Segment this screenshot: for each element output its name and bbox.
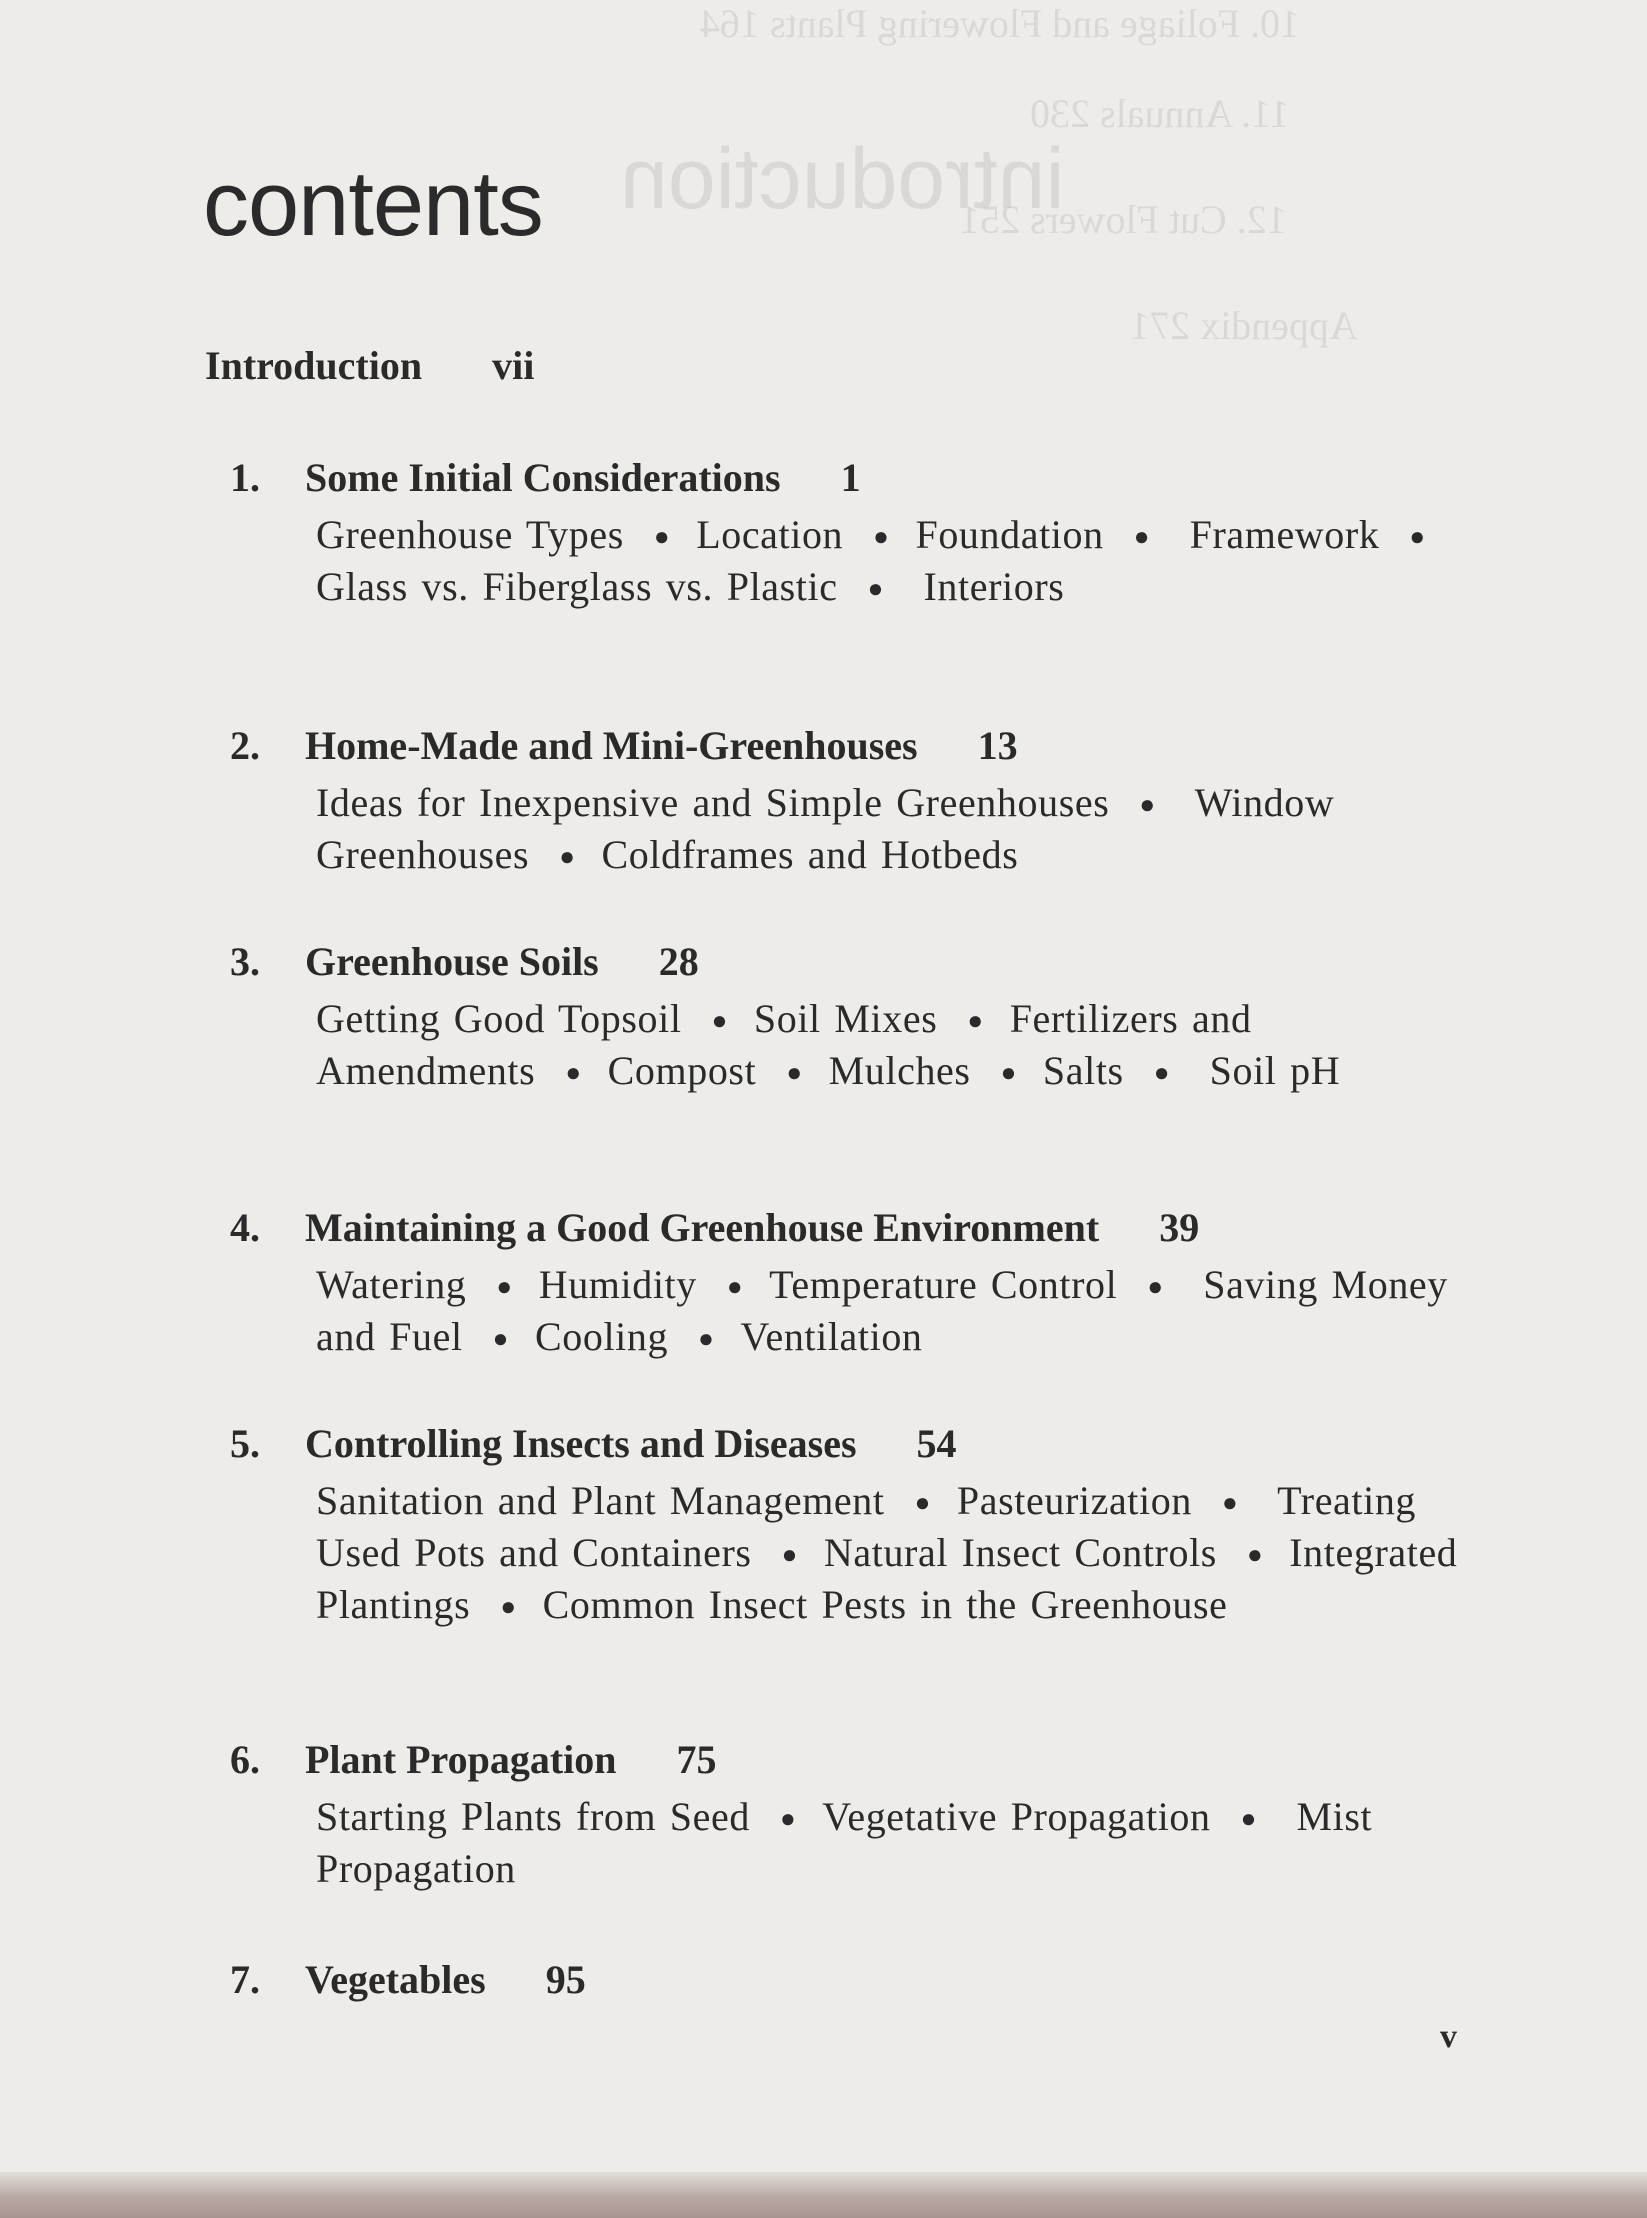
bullet-icon: ● xyxy=(496,1272,513,1301)
chapter-heading xyxy=(230,456,1460,500)
topic: Temperature Control xyxy=(769,1262,1118,1307)
topic: Mist Propagation xyxy=(316,1794,1373,1891)
topic: Integrated Plantings xyxy=(316,1530,1458,1627)
bullet-icon: ● xyxy=(492,1324,509,1353)
topic: Treating Used Pots and Containers xyxy=(316,1478,1417,1575)
topic: Getting Good Topsoil xyxy=(316,996,682,1041)
topic: Pasteurization xyxy=(956,1478,1192,1523)
chapter-title: Plant Propagation xyxy=(305,1737,617,1782)
chapter-title: Maintaining a Good Greenhouse Environment xyxy=(305,1205,1100,1250)
chapter-page-number: 13 xyxy=(977,723,1018,768)
topic: Cooling xyxy=(534,1314,669,1359)
topic: Common Insect Pests in the Greenhouse xyxy=(542,1582,1228,1627)
chapter-page-number: 95 xyxy=(545,1957,586,2002)
introduction-label: Introduction xyxy=(205,343,423,388)
topic: Greenhouse Types xyxy=(316,512,624,557)
bullet-icon: ● xyxy=(873,522,890,551)
bleed-through-text: introduction xyxy=(620,131,1065,227)
chapter-number: 7. xyxy=(230,1957,260,2002)
chapter-heading xyxy=(230,940,1460,984)
page-number-folio: v xyxy=(1440,2018,1457,2055)
bleed-through-text: Appendix 271 xyxy=(1130,303,1358,348)
bullet-icon: ● xyxy=(779,1804,797,1833)
bullet-icon: ● xyxy=(1139,790,1156,819)
chapter-topics xyxy=(316,1476,1460,1632)
chapter-topics xyxy=(316,1792,1460,1894)
chapter-number: 6. xyxy=(230,1737,260,1782)
bullet-icon: ● xyxy=(1000,1058,1017,1087)
bullet-icon: ● xyxy=(781,1540,798,1569)
chapter-heading xyxy=(230,1206,1460,1250)
topic: Saving Money and Fuel xyxy=(316,1262,1448,1359)
topic: Ideas for Inexpensive and Simple Greenhouses xyxy=(316,780,1110,825)
chapter-page-number: 28 xyxy=(658,939,699,984)
chapter-number: 5. xyxy=(230,1421,260,1466)
topic: Compost xyxy=(607,1048,757,1093)
chapter-heading xyxy=(230,1738,1460,1782)
bullet-icon: ● xyxy=(1153,1058,1171,1087)
bullet-icon: ● xyxy=(726,1272,744,1301)
topic: Foundation xyxy=(915,512,1104,557)
chapter-number: 3. xyxy=(230,939,260,984)
chapter-number: 4. xyxy=(230,1205,260,1250)
chapter-page-number: 54 xyxy=(916,1421,957,1466)
topic: Ventilation xyxy=(740,1314,923,1359)
chapter-entry-1 xyxy=(230,456,1460,614)
chapter-entry-2 xyxy=(230,724,1460,882)
chapter-number: 2. xyxy=(230,723,260,768)
page-title: contents xyxy=(203,153,543,255)
bullet-icon: ● xyxy=(914,1488,931,1517)
chapter-number: 1. xyxy=(230,455,260,500)
chapter-topics xyxy=(316,510,1460,614)
bullet-icon: ● xyxy=(967,1006,984,1035)
topic: Soil pH xyxy=(1209,1048,1341,1093)
introduction-page-number: vii xyxy=(492,343,535,388)
topic: Humidity xyxy=(538,1262,697,1307)
introduction-entry xyxy=(205,344,534,388)
topic: Vegetative Propagation xyxy=(822,1794,1211,1839)
chapter-title: Home-Made and Mini-Greenhouses xyxy=(305,723,918,768)
chapter-entry-5 xyxy=(230,1422,1460,1632)
bullet-icon: ● xyxy=(559,842,576,871)
chapter-title: Some Initial Considerations xyxy=(305,455,781,500)
chapter-entry-7 xyxy=(230,1958,1460,2002)
bullet-icon: ● xyxy=(1409,522,1426,551)
bleed-through-text: 12. Cut Flowers 251 xyxy=(960,197,1287,242)
topic: Coldframes and Hotbeds xyxy=(601,832,1019,877)
bullet-icon: ● xyxy=(653,522,671,551)
topic: Mulches xyxy=(828,1048,971,1093)
chapter-title: Controlling Insects and Diseases xyxy=(305,1421,857,1466)
topic: Interiors xyxy=(923,564,1065,609)
bullet-icon: ● xyxy=(867,574,884,603)
chapter-entry-3 xyxy=(230,940,1460,1098)
chapter-page-number: 75 xyxy=(676,1737,717,1782)
topic: Glass vs. Fiberglass vs. Plastic xyxy=(316,564,838,609)
topic: Framework xyxy=(1189,512,1380,557)
chapter-title: Greenhouse Soils xyxy=(305,939,599,984)
chapter-heading xyxy=(230,1422,1460,1466)
topic: Sanitation and Plant Management xyxy=(316,1478,885,1523)
bullet-icon: ● xyxy=(1133,522,1151,551)
chapter-entry-6 xyxy=(230,1738,1460,1894)
bullet-icon: ● xyxy=(1221,1488,1239,1517)
chapter-heading xyxy=(230,724,1460,768)
topic: Soil Mixes xyxy=(753,996,938,1041)
chapter-title: Vegetables xyxy=(305,1957,486,2002)
chapter-page-number: 39 xyxy=(1159,1205,1200,1250)
chapter-heading xyxy=(230,1958,1460,2002)
topic: Window Greenhouses xyxy=(316,780,1335,877)
topic: Starting Plants from Seed xyxy=(316,1794,750,1839)
bullet-icon: ● xyxy=(500,1592,517,1621)
topic: Location xyxy=(696,512,844,557)
page-edge-shadow xyxy=(0,2172,1647,2218)
topic: Watering xyxy=(316,1262,467,1307)
bullet-icon: ● xyxy=(786,1058,803,1087)
bullet-icon: ● xyxy=(565,1058,582,1087)
chapter-entry-4 xyxy=(230,1206,1460,1364)
bleed-through-text: 11. Annuals 230 xyxy=(1030,91,1290,136)
chapter-topics xyxy=(316,778,1460,882)
bullet-icon: ● xyxy=(1240,1804,1257,1833)
topic: Salts xyxy=(1042,1048,1124,1093)
bullet-icon: ● xyxy=(1246,1540,1264,1569)
chapter-topics xyxy=(316,1260,1460,1364)
chapter-page-number: 1 xyxy=(840,455,861,500)
chapter-topics xyxy=(316,994,1460,1098)
bullet-icon: ● xyxy=(1147,1272,1164,1301)
topic: Natural Insect Controls xyxy=(823,1530,1217,1575)
bleed-through-text: 10. Foliage and Flowering Plants 164 xyxy=(700,1,1300,46)
bullet-icon: ● xyxy=(711,1006,728,1035)
bullet-icon: ● xyxy=(698,1324,715,1353)
topic: Fertilizers and Amendments xyxy=(316,996,1252,1093)
